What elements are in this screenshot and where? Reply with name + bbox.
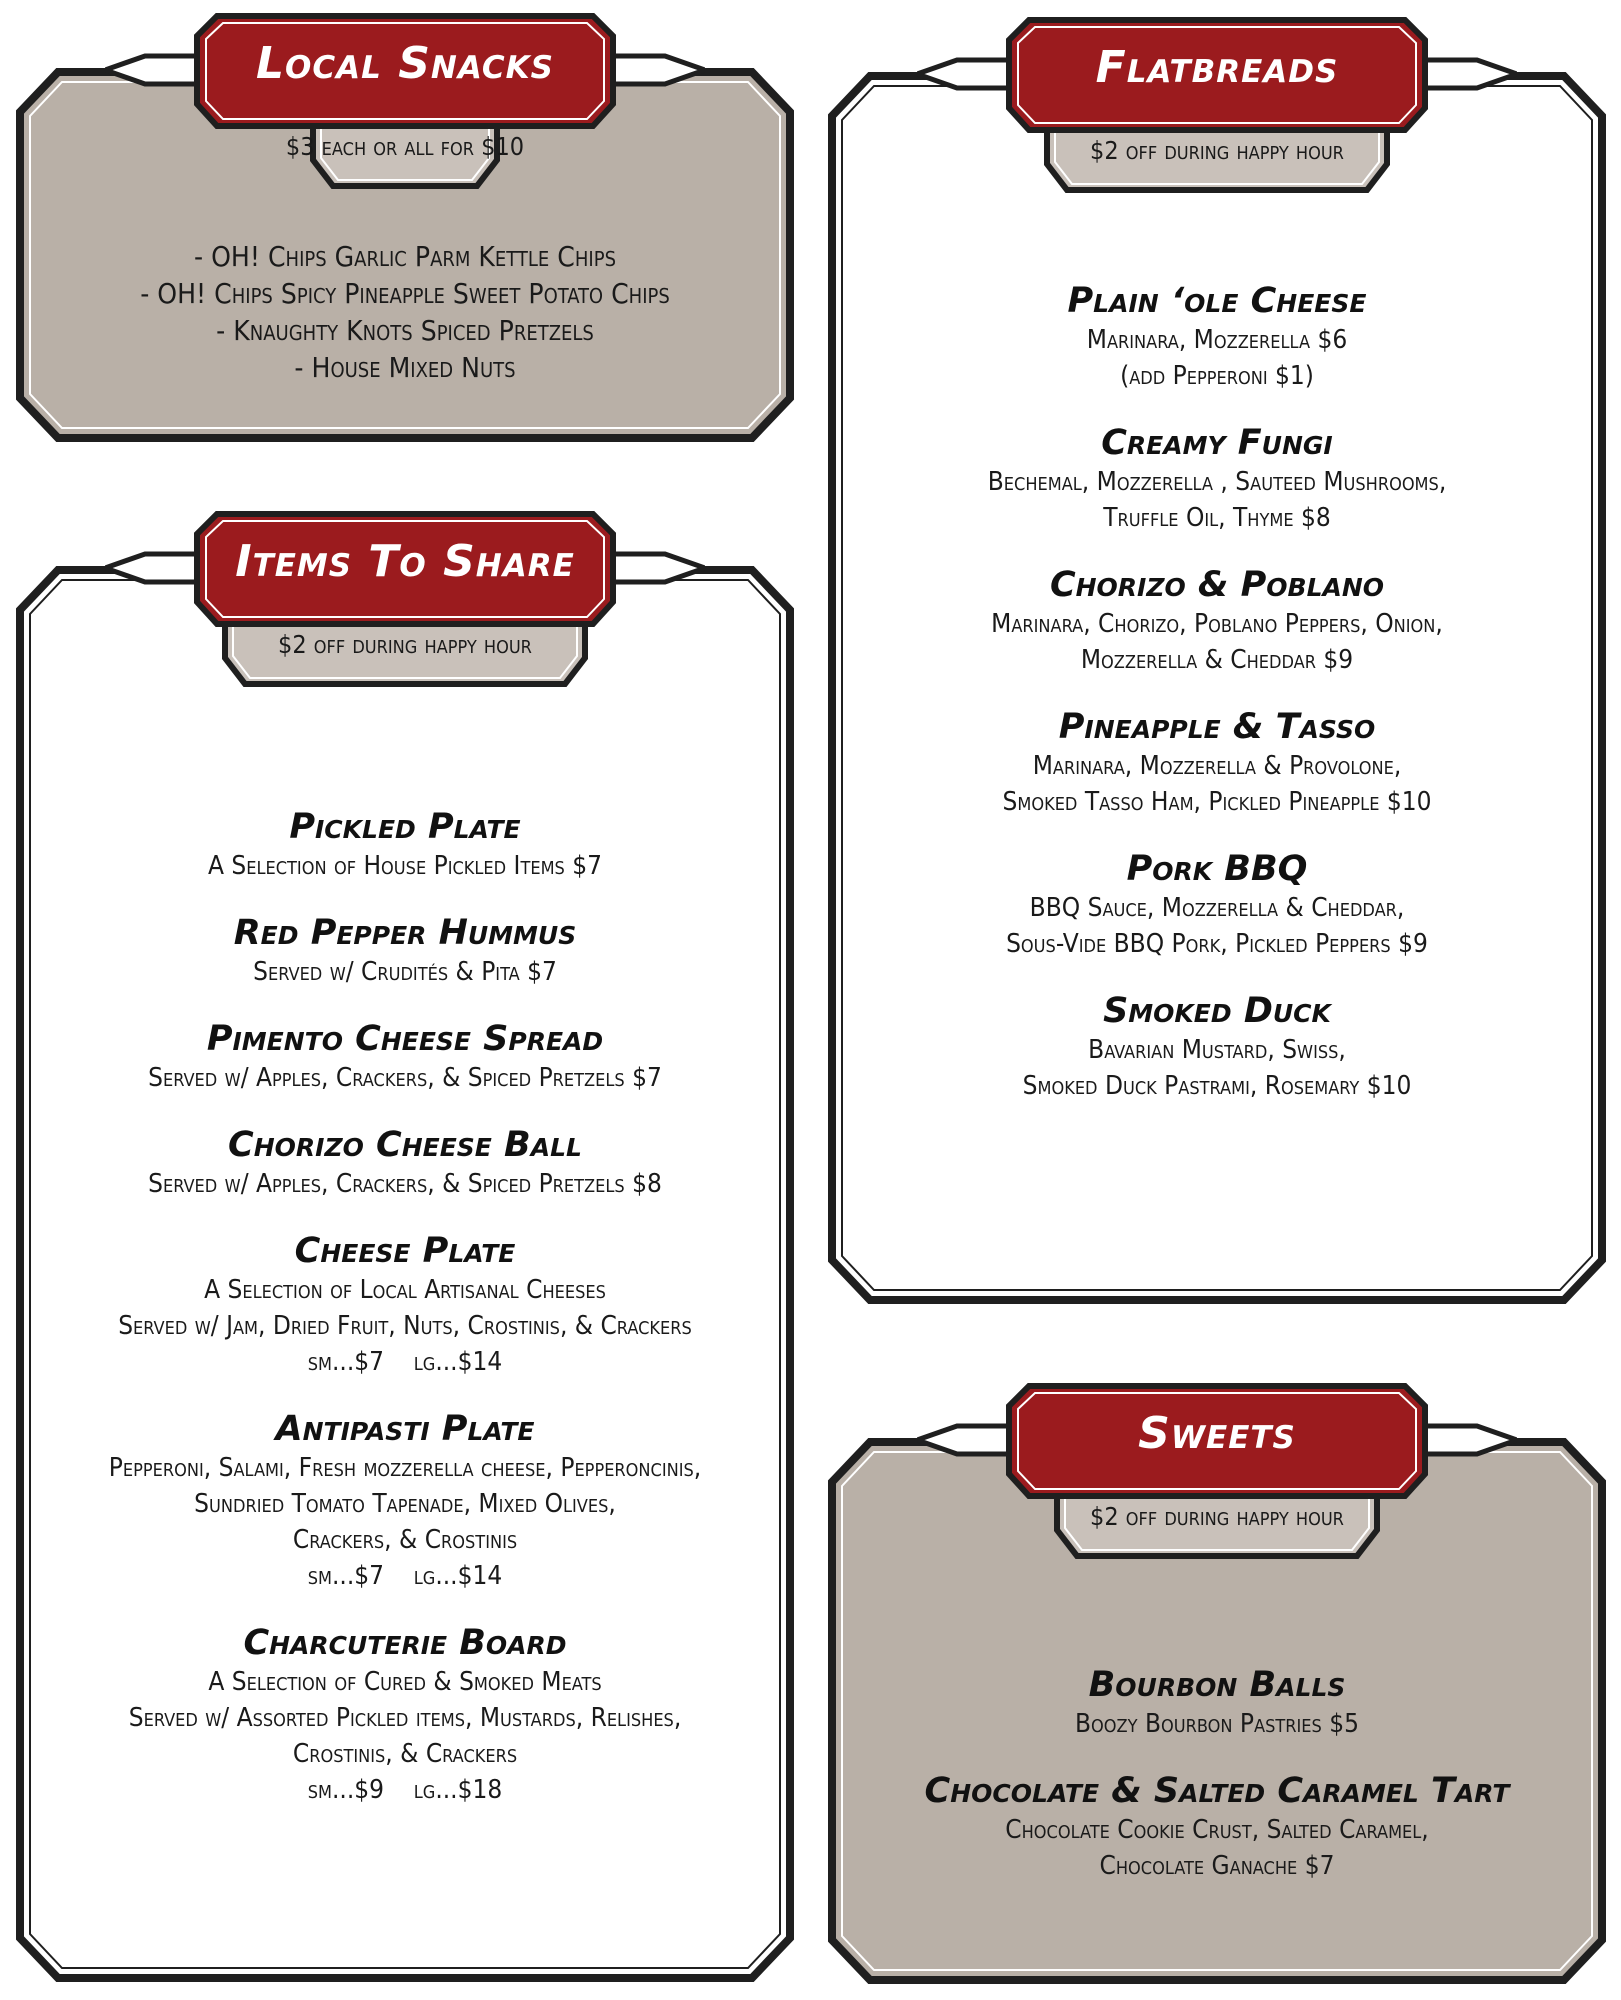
item-name: Antipasti Plate bbox=[275, 1409, 535, 1449]
item-desc: Pepperoni, Salami, Fresh mozzerella cheese, Pepperoncinis, bbox=[108, 1453, 702, 1483]
item-desc: Chocolate Ganache $7 bbox=[1099, 1851, 1335, 1881]
item-desc: Served w/ Apples, Crackers, & Spiced Pretzels $8 bbox=[148, 1169, 662, 1199]
item-desc: Served w/ Jam, Dried Fruit, Nuts, Crostinis, & Crackers bbox=[118, 1311, 692, 1341]
item-desc: A Selection of Local Artisanal Cheeses bbox=[204, 1275, 606, 1305]
menu-item bbox=[10, 1018, 800, 1096]
local-snacks-title: Local Snacks bbox=[256, 38, 554, 89]
item-name: Chorizo Cheese Ball bbox=[228, 1125, 582, 1165]
items-to-share-title: Items To Share bbox=[235, 536, 575, 587]
item-desc: Mozzerella & Cheddar $9 bbox=[1080, 645, 1354, 675]
items-to-share-panel bbox=[10, 508, 800, 1988]
menu-item bbox=[822, 848, 1612, 962]
item-desc: Chocolate Cookie Crust, Salted Caramel, bbox=[1005, 1815, 1429, 1845]
flatbreads-panel bbox=[822, 14, 1612, 1310]
item-name: Chocolate & Salted Caramel Tart bbox=[924, 1771, 1510, 1811]
item-desc: BBQ Sauce, Mozzerella & Cheddar, bbox=[1029, 893, 1405, 923]
local-snacks-list bbox=[10, 238, 800, 386]
sweets-subtitle: $2 off during happy hour bbox=[1090, 1502, 1344, 1531]
item-desc: Sundried Tomato Tapenade, Mixed Olives, bbox=[194, 1489, 616, 1519]
menu-item bbox=[10, 1408, 800, 1594]
item-desc: A Selection of House Pickled Items $7 bbox=[207, 851, 603, 881]
item-name: Plain ‘ole Cheese bbox=[1067, 281, 1367, 321]
item-name: Pickled Plate bbox=[289, 807, 521, 847]
item-desc: Marinara, Mozzerella $6 bbox=[1086, 325, 1348, 355]
item-desc: Crackers, & Crostinis bbox=[292, 1525, 518, 1555]
item-desc: Served w/ Crudités & Pita $7 bbox=[253, 957, 557, 987]
item-name: Chorizo & Poblano bbox=[1049, 565, 1385, 605]
menu-item bbox=[822, 1664, 1612, 1742]
flatbreads-banner bbox=[917, 14, 1517, 214]
sweets-banner bbox=[917, 1380, 1517, 1580]
menu-item bbox=[822, 564, 1612, 678]
item-price: sm...$7 lg...$14 bbox=[307, 1561, 503, 1591]
menu-item bbox=[10, 1230, 800, 1380]
flatbreads-subtitle: $2 off during happy hour bbox=[1090, 136, 1344, 165]
items-to-share-banner bbox=[105, 508, 705, 708]
item-desc: Served w/ Apples, Crackers, & Spiced Pretzels $7 bbox=[148, 1063, 662, 1093]
item-desc: Crostinis, & Crackers bbox=[292, 1739, 518, 1769]
item-desc: Marinara, Mozzerella & Provolone, bbox=[1032, 751, 1402, 781]
list-item: - OH! Chips Garlic Parm Kettle Chips bbox=[194, 240, 616, 273]
item-desc: Truffle Oil, Thyme $8 bbox=[1103, 503, 1331, 533]
item-name: Red Pepper Hummus bbox=[233, 913, 577, 953]
item-desc: Bavarian Mustard, Swiss, bbox=[1088, 1035, 1346, 1065]
item-desc: A Selection of Cured & Smoked Meats bbox=[208, 1667, 602, 1697]
item-name: Pork BBQ bbox=[1126, 849, 1308, 889]
item-desc: Boozy Bourbon Pastries $5 bbox=[1075, 1709, 1359, 1739]
item-name: Bourbon Balls bbox=[1088, 1665, 1346, 1705]
items-to-share-list bbox=[10, 806, 800, 1808]
list-item: - House Mixed Nuts bbox=[294, 351, 516, 384]
item-name: Smoked Duck bbox=[1103, 991, 1331, 1031]
item-name: Charcuterie Board bbox=[243, 1623, 567, 1663]
item-name: Creamy Fungi bbox=[1101, 423, 1333, 463]
flatbreads-list bbox=[822, 280, 1612, 1104]
item-desc: Smoked Tasso Ham, Pickled Pineapple $10 bbox=[1002, 787, 1432, 817]
item-name: Cheese Plate bbox=[294, 1231, 516, 1271]
item-name: Pineapple & Tasso bbox=[1058, 707, 1376, 747]
item-desc: Marinara, Chorizo, Poblano Peppers, Onion, bbox=[991, 609, 1443, 639]
item-desc: Served w/ Assorted Pickled items, Mustards, Relishes, bbox=[128, 1703, 682, 1733]
item-name: Pimento Cheese Spread bbox=[206, 1019, 604, 1059]
menu-item bbox=[10, 1622, 800, 1808]
sweets-list bbox=[822, 1664, 1612, 1884]
menu-item bbox=[822, 1770, 1612, 1884]
flatbreads-title: Flatbreads bbox=[1095, 42, 1339, 93]
list-item: - OH! Chips Spicy Pineapple Sweet Potato Chips bbox=[140, 277, 670, 310]
item-desc: (add Pepperoni $1) bbox=[1120, 361, 1314, 391]
item-price: sm...$9 lg...$18 bbox=[307, 1775, 503, 1805]
menu-item bbox=[822, 706, 1612, 820]
list-item: - Knaughty Knots Spiced Pretzels bbox=[216, 314, 594, 347]
menu-item bbox=[822, 990, 1612, 1104]
local-snacks-banner bbox=[105, 10, 705, 210]
item-price: sm...$7 lg...$14 bbox=[307, 1347, 503, 1377]
menu-item bbox=[10, 806, 800, 884]
sweets-panel bbox=[822, 1380, 1612, 1990]
local-snacks-panel bbox=[10, 10, 800, 450]
items-to-share-subtitle: $2 off during happy hour bbox=[278, 630, 532, 659]
sweets-title: Sweets bbox=[1138, 1408, 1296, 1459]
item-desc: Bechemal, Mozzerella , Sauteed Mushrooms, bbox=[987, 467, 1447, 497]
item-desc: Sous-Vide BBQ Pork, Pickled Peppers $9 bbox=[1006, 929, 1428, 959]
menu-item bbox=[822, 280, 1612, 394]
menu-item bbox=[10, 1124, 800, 1202]
menu-item bbox=[10, 912, 800, 990]
menu-item bbox=[822, 422, 1612, 536]
item-desc: Smoked Duck Pastrami, Rosemary $10 bbox=[1022, 1071, 1412, 1101]
local-snacks-subtitle: $3 each or all for $10 bbox=[285, 132, 525, 161]
